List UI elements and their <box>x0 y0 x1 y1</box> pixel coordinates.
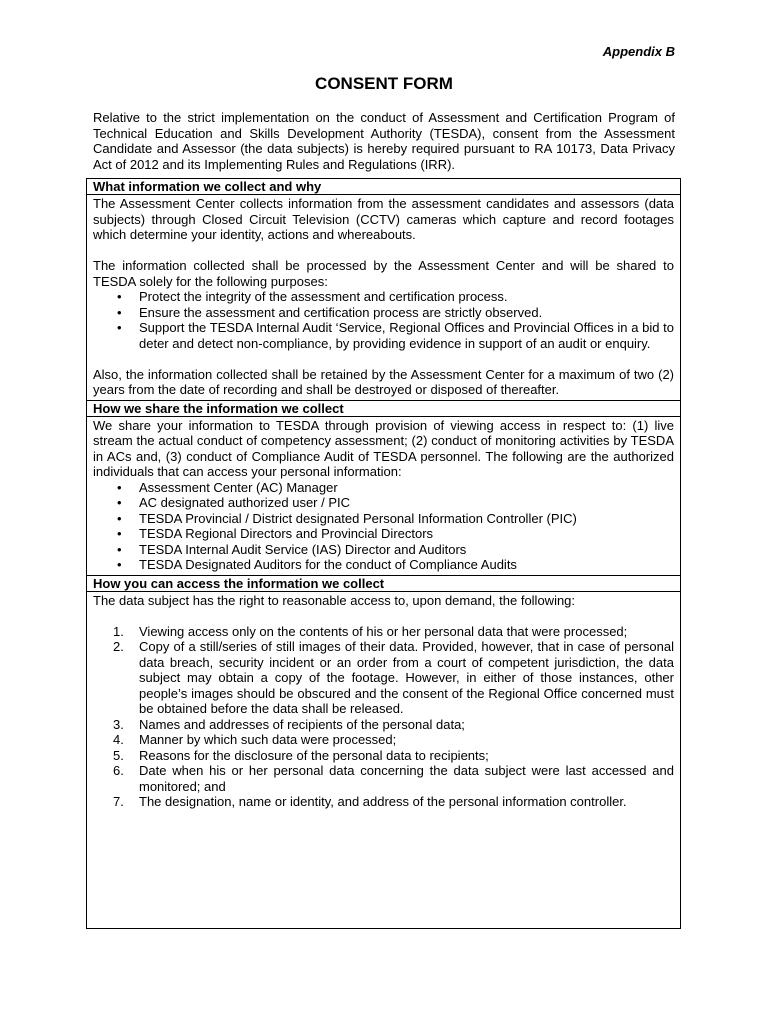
bullet-icon: • <box>117 526 122 541</box>
list-item: • Ensure the assessment and certification process are strictly observed. <box>117 304 543 320</box>
list-item: • TESDA Provincial / District designated Personal Information Controller (PIC) <box>117 510 577 526</box>
list-item: • Support the TESDA Internal Audit ‘Service, Regional Offices and Provincial Offices in a bid to deter and detect non-compliance, by providing evidence in support of an audit or enquiry. <box>117 320 674 351</box>
section-heading-access: How you can access the information we collect <box>87 576 680 592</box>
access-rights-list <box>93 624 674 810</box>
list-item: 5. Reasons for the disclosure of the personal data to recipients; <box>113 747 489 763</box>
list-item: • AC designated authorized user / PIC <box>117 495 351 510</box>
list-item: 1. Viewing access only on the contents of his or her personal data that were processed; <box>113 623 628 639</box>
page-title: CONSENT FORM <box>315 74 453 93</box>
collect-paragraph-2: The information collected shall be processed by the Assessment Center and will be shared to TESDA solely for the following purposes: <box>93 258 674 289</box>
bullet-icon: • <box>117 479 122 495</box>
list-item: • TESDA Designated Auditors for the conduct of Compliance Audits <box>117 557 517 572</box>
section-body-share <box>87 417 680 576</box>
bullet-icon: • <box>117 495 122 510</box>
authorized-individuals-list <box>93 480 674 573</box>
list-item: 3. Names and addresses of recipients of the personal data; <box>113 716 465 732</box>
section-body-access <box>87 592 680 812</box>
list-item: 7. The designation, name or identity, and address of the personal information controller. <box>113 794 627 809</box>
intro-paragraph: Relative to the strict implementation on the conduct of Assessment and Certification Program of Technical Education and Skills Development Authority (TESDA), consent from the Assessment Candidate and Assessor (the data subjects) is hereby required pursuant to RA 10173, Data Privacy Act of 2012 and its Implementing Rules and Regulations (IRR). <box>93 110 675 172</box>
list-item: • Protect the integrity of the assessment and certification process. <box>117 289 508 304</box>
bullet-icon: • <box>117 320 122 335</box>
bullet-icon: • <box>117 541 122 557</box>
share-paragraph-1: We share your information to TESDA through provision of viewing access in respect to: (1) live stream the actual conduct of competency assessment; (2) conduct of monitoring activities by TESDA in ACs and, (3) conduct of Compliance Audit of TESDA personnel. The following are the authorized individuals that can access your personal information: <box>93 417 674 479</box>
consent-table <box>86 178 681 929</box>
collect-paragraph-3: Also, the information collected shall be retained by the Assessment Center for a maximum of two (2) years from the date of recording and shall be destroyed or disposed of thereafter. <box>93 366 674 397</box>
bullet-icon: • <box>117 557 122 572</box>
list-item: • TESDA Regional Directors and Provincial Directors <box>117 526 434 541</box>
access-paragraph-1: The data subject has the right to reasonable access to, upon demand, the following: <box>93 592 576 608</box>
list-item: 4. Manner by which such data were processed; <box>113 732 397 747</box>
list-item: 6. Date when his or her personal data concerning the data subject were last accessed and monitored; and <box>113 763 674 794</box>
list-item: • Assessment Center (AC) Manager <box>117 479 338 495</box>
list-item: 2. Copy of a still/series of still images of their data. Provided, however, that in case of personal data breach, security incident or an order from a court of competent jurisdiction, the data subject may obtain a copy of the footage. However, in either of those instances, other people’s images should be obscured and the consent of the Regional Office concerned must be obtained before the data shall be released. <box>113 639 674 716</box>
bullet-icon: • <box>117 289 122 304</box>
collect-paragraph-1: The Assessment Center collects information from the assessment candidates and assessors (data subjects) through Closed Circuit Television (CCTV) cameras which capture and record footages which determine your identity, actions and whereabouts. <box>93 196 674 242</box>
bullet-icon: • <box>117 304 122 320</box>
section-heading-collect: What information we collect and why <box>87 179 680 195</box>
appendix-label: Appendix B <box>602 44 675 59</box>
list-item: • TESDA Internal Audit Service (IAS) Director and Auditors <box>117 541 467 557</box>
collect-purpose-list <box>93 289 674 351</box>
section-heading-share: How we share the information we collect <box>87 401 680 417</box>
section-body-collect <box>87 195 680 401</box>
bullet-icon: • <box>117 510 122 526</box>
